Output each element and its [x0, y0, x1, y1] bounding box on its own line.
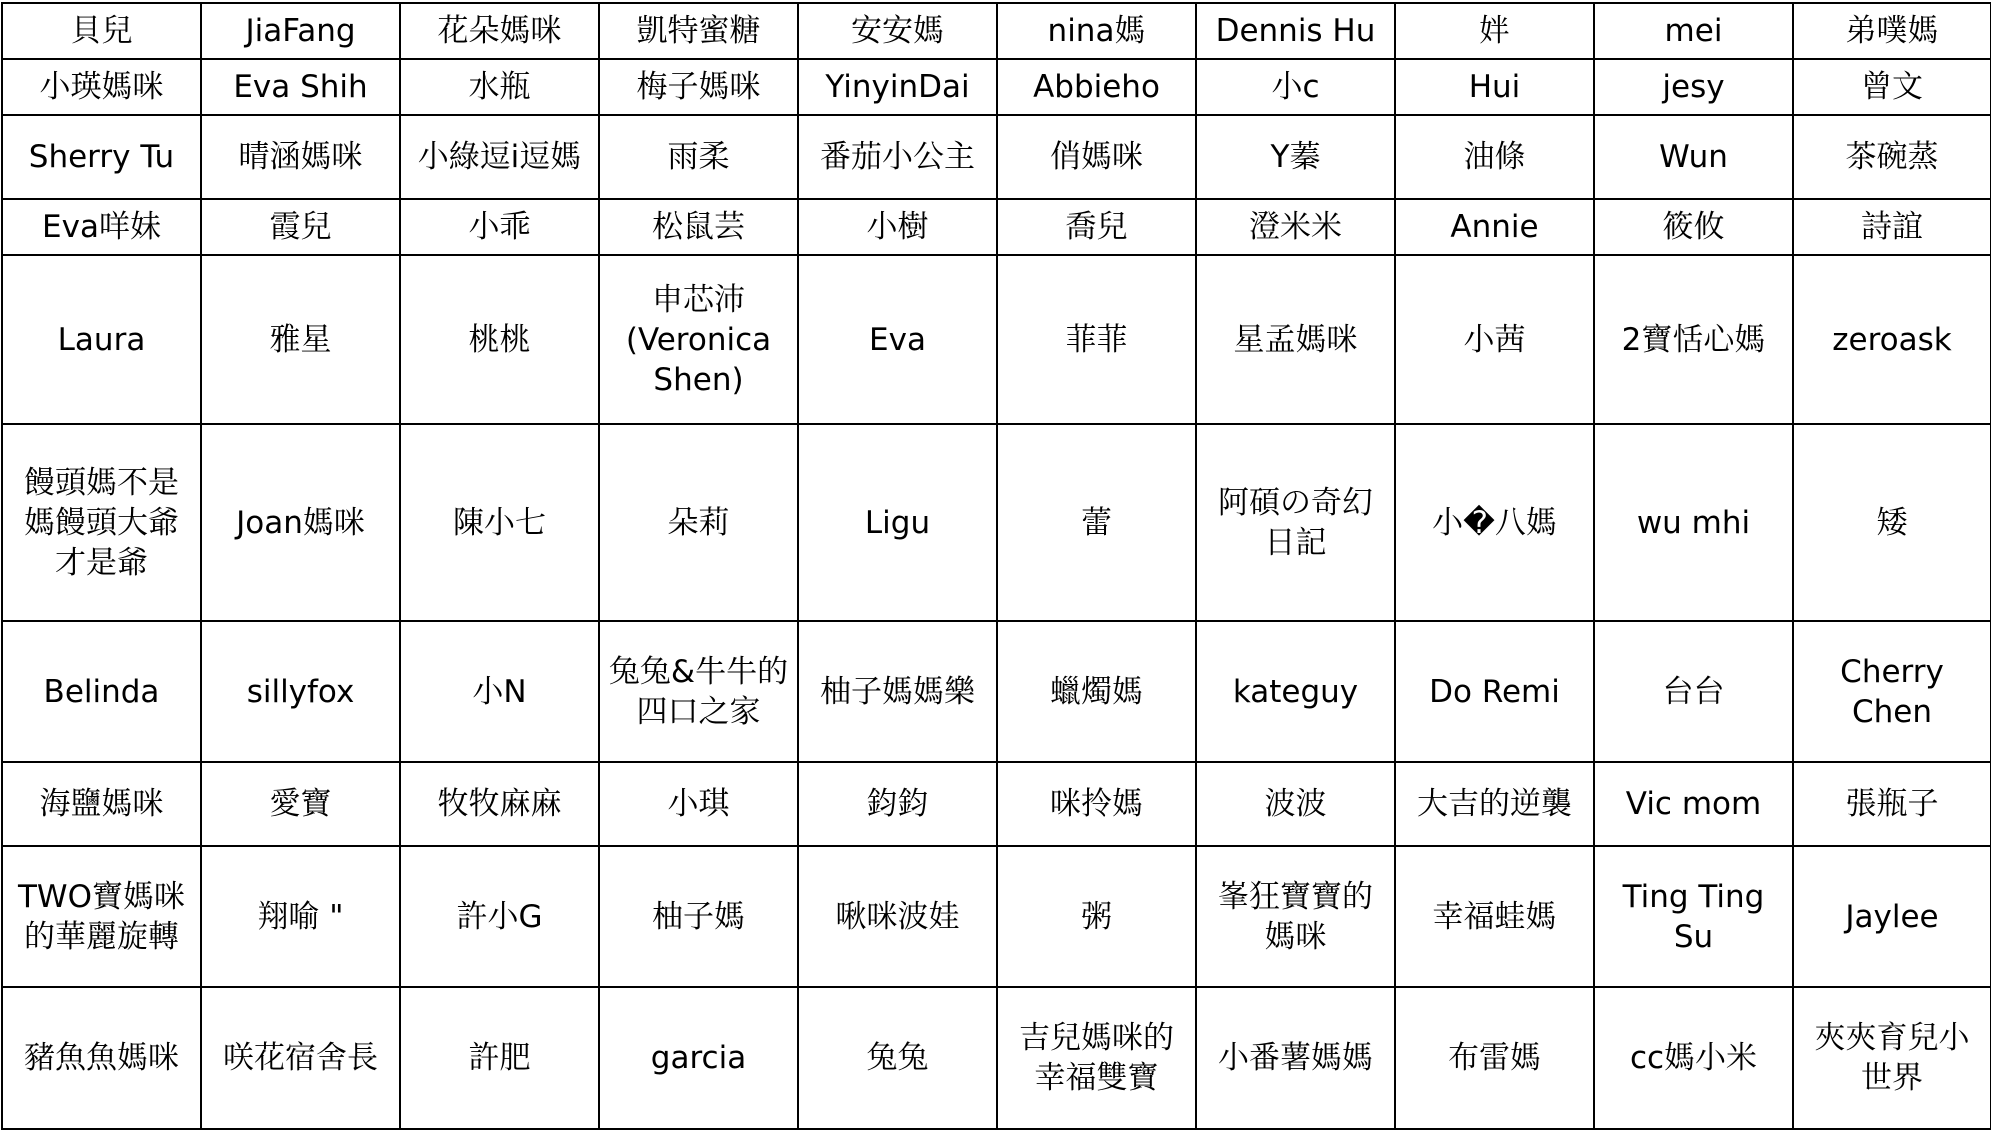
table-cell: 吉兒媽咪的幸福雙寶	[997, 987, 1196, 1129]
table-cell: 鈞鈞	[798, 762, 997, 846]
table-row	[2, 621, 1991, 762]
table-cell: 貝兒	[2, 3, 201, 59]
table-cell: 松鼠芸	[599, 199, 798, 255]
table-cell: nina媽	[997, 3, 1196, 59]
table-cell: Jaylee	[1793, 846, 1991, 987]
table-row	[2, 199, 1991, 255]
table-cell: 星孟媽咪	[1196, 255, 1395, 424]
table-cell: 雅星	[201, 255, 400, 424]
table-cell: TWO寶媽咪的華麗旋轉	[2, 846, 201, 987]
name-table	[1, 2, 1991, 1130]
table-cell: 雨柔	[599, 115, 798, 199]
table-cell: 波波	[1196, 762, 1395, 846]
table-cell: Eva Shih	[201, 59, 400, 115]
table-cell: cc媽小米	[1594, 987, 1793, 1129]
table-cell: 咲花宿舍長	[201, 987, 400, 1129]
table-cell: 小N	[400, 621, 599, 762]
table-cell: 筱攸	[1594, 199, 1793, 255]
table-cell: 花朵媽咪	[400, 3, 599, 59]
table-cell: 台台	[1594, 621, 1793, 762]
table-cell: Hui	[1395, 59, 1594, 115]
table-cell: 豬魚魚媽咪	[2, 987, 201, 1129]
table-cell: Annie	[1395, 199, 1594, 255]
table-cell: Eva咩妹	[2, 199, 201, 255]
table-row	[2, 255, 1991, 424]
table-cell: 阿碩の奇幻日記	[1196, 424, 1395, 621]
table-cell: 蕾	[997, 424, 1196, 621]
table-cell: 茶碗蒸	[1793, 115, 1991, 199]
table-cell: zeroask	[1793, 255, 1991, 424]
table-cell: 牧牧麻麻	[400, 762, 599, 846]
table-cell: 梅子媽咪	[599, 59, 798, 115]
table-cell: Dennis Hu	[1196, 3, 1395, 59]
table-cell: 許小G	[400, 846, 599, 987]
table-cell: 詩誼	[1793, 199, 1991, 255]
table-cell: garcia	[599, 987, 798, 1129]
table-cell: 矮	[1793, 424, 1991, 621]
table-cell: sillyfox	[201, 621, 400, 762]
table-cell: 俏媽咪	[997, 115, 1196, 199]
table-cell: Y蓁	[1196, 115, 1395, 199]
table-cell: 水瓶	[400, 59, 599, 115]
table-cell: 小茜	[1395, 255, 1594, 424]
table-cell: 翔喻 "	[201, 846, 400, 987]
table-body	[2, 3, 1991, 1129]
table-cell: 張瓶子	[1793, 762, 1991, 846]
table-row	[2, 115, 1991, 199]
table-cell: kateguy	[1196, 621, 1395, 762]
table-cell: 桃桃	[400, 255, 599, 424]
table-cell: Cherry Chen	[1793, 621, 1991, 762]
table-cell: 夾夾育兒小世界	[1793, 987, 1991, 1129]
table-row	[2, 424, 1991, 621]
table-row	[2, 987, 1991, 1129]
table-cell: mei	[1594, 3, 1793, 59]
table-cell: 許肥	[400, 987, 599, 1129]
table-cell: 啾咪波娃	[798, 846, 997, 987]
table-cell: 申芯沛(Veronica Shen)	[599, 255, 798, 424]
table-cell: 幸福蛙媽	[1395, 846, 1594, 987]
table-cell: 晴涵媽咪	[201, 115, 400, 199]
table-cell: 小樹	[798, 199, 997, 255]
table-cell: Do Remi	[1395, 621, 1594, 762]
table-row	[2, 846, 1991, 987]
table-cell: 朵莉	[599, 424, 798, 621]
table-cell: 安安媽	[798, 3, 997, 59]
table-cell: 2寶恬心媽	[1594, 255, 1793, 424]
table-cell: 小琪	[599, 762, 798, 846]
table-cell: 油條	[1395, 115, 1594, 199]
table-cell: 饅頭媽不是媽饅頭大爺才是爺	[2, 424, 201, 621]
table-cell: 曾文	[1793, 59, 1991, 115]
table-cell: 喬兒	[997, 199, 1196, 255]
table-cell: 蠟燭媽	[997, 621, 1196, 762]
table-cell: 小綠逗i逗媽	[400, 115, 599, 199]
table-cell: 柚子媽媽樂	[798, 621, 997, 762]
table-cell: 大吉的逆襲	[1395, 762, 1594, 846]
table-cell: Belinda	[2, 621, 201, 762]
table-cell: 菲菲	[997, 255, 1196, 424]
table-cell: Laura	[2, 255, 201, 424]
table-cell: 小�八媽	[1395, 424, 1594, 621]
table-cell: 番茄小公主	[798, 115, 997, 199]
table-cell: Wun	[1594, 115, 1793, 199]
table-row	[2, 762, 1991, 846]
table-cell: 小乖	[400, 199, 599, 255]
table-row	[2, 59, 1991, 115]
table-row	[2, 3, 1991, 59]
table-cell: Sherry Tu	[2, 115, 201, 199]
table-cell: Ting Ting Su	[1594, 846, 1793, 987]
table-cell: Joan媽咪	[201, 424, 400, 621]
table-cell: 小番薯媽媽	[1196, 987, 1395, 1129]
table-cell: 姅	[1395, 3, 1594, 59]
table-cell: 弟噗媽	[1793, 3, 1991, 59]
table-cell: wu mhi	[1594, 424, 1793, 621]
table-cell: Ligu	[798, 424, 997, 621]
table-cell: 布雷媽	[1395, 987, 1594, 1129]
table-cell: jesy	[1594, 59, 1793, 115]
table-cell: 兔兔	[798, 987, 997, 1129]
table-cell: 粥	[997, 846, 1196, 987]
table-cell: 澄米米	[1196, 199, 1395, 255]
table-cell: 海鹽媽咪	[2, 762, 201, 846]
table-cell: 峯狂寶寶的媽咪	[1196, 846, 1395, 987]
table-cell: 小c	[1196, 59, 1395, 115]
table-cell: 咪拎媽	[997, 762, 1196, 846]
table-cell: 愛寶	[201, 762, 400, 846]
table-cell: 兔兔&牛牛的四口之家	[599, 621, 798, 762]
table-cell: Eva	[798, 255, 997, 424]
table-cell: 陳小七	[400, 424, 599, 621]
table-cell: 小瑛媽咪	[2, 59, 201, 115]
table-cell: Vic mom	[1594, 762, 1793, 846]
table-cell: 凱特蜜糖	[599, 3, 798, 59]
table-cell: 柚子媽	[599, 846, 798, 987]
table-cell: YinyinDai	[798, 59, 997, 115]
table-cell: Abbieho	[997, 59, 1196, 115]
table-cell: JiaFang	[201, 3, 400, 59]
table-cell: 霞兒	[201, 199, 400, 255]
